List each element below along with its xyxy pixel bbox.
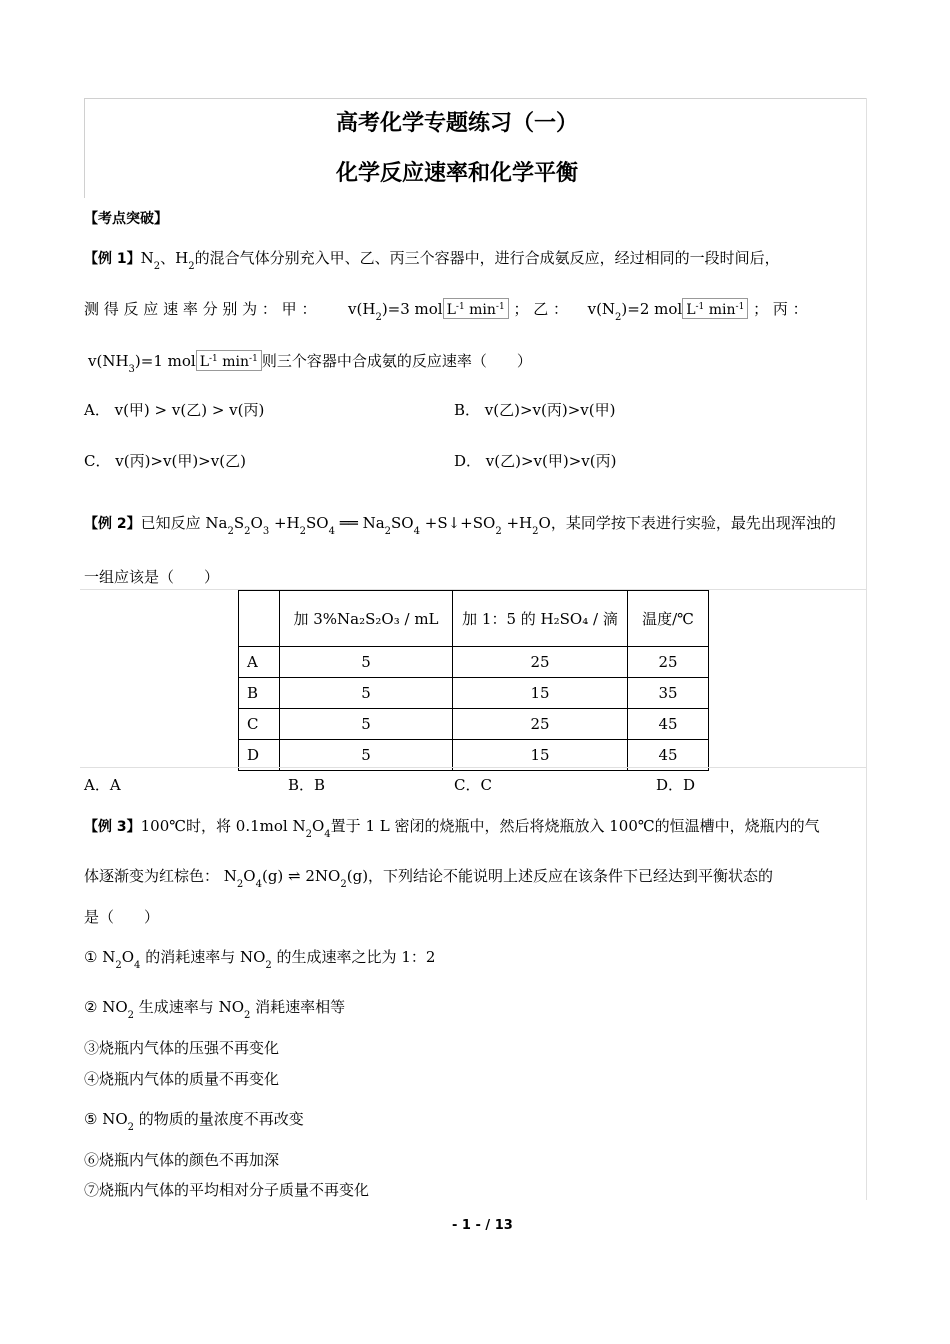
table-cell: 5: [280, 647, 453, 678]
q3-line-1: 【例 3】100℃时，将 0.1mol $N_2O_4$置于 1 L 密闭的烧瓶中，然后将烧瓶放入 100℃的恒温槽中，烧瓶内的气: [84, 817, 820, 840]
document-subtitle: 化学反应速率和化学平衡: [336, 161, 579, 186]
q2-line-2: 一组应该是（ ）: [84, 568, 220, 586]
table-header-row: [239, 591, 709, 647]
page-number: - 1 - / 13: [452, 1218, 513, 1233]
table-row: [239, 740, 709, 771]
divider: [80, 767, 867, 768]
table-cell: 5: [280, 740, 453, 771]
q3-line-3: 是（ ）: [84, 908, 160, 926]
q3-item-6: ⑥烧瓶内气体的颜色不再加深: [84, 1151, 280, 1169]
q3-item-1: ① $N_2O_4$ 的消耗速率与 $NO_2$ 的生成速率之比为 1：2: [84, 948, 436, 971]
q1-label: 【例 1】: [84, 251, 141, 267]
header-cell: 温度/℃: [628, 591, 709, 647]
page-frame-left: [84, 98, 85, 198]
table-row: [239, 678, 709, 709]
q2-option-a: A．A: [84, 776, 121, 794]
table-cell: 15: [453, 678, 628, 709]
table-cell: 45: [628, 740, 709, 771]
q3-item-5: ⑤ $NO_2$ 的物质的量浓度不再改变: [84, 1110, 304, 1133]
table-cell: 35: [628, 678, 709, 709]
q1-line-3: $v(NH_3)=1$ mol $L^{-1}$ $\min^{-1}$ 则三个容器中合成氨的反应速率（ ）: [88, 352, 532, 375]
unit-box: $L^{-1}$ $\min^{-1}$: [682, 298, 748, 319]
unit-box: $L^{-1}$ $\min^{-1}$: [443, 298, 509, 319]
q1-line-2: 测 得 反 应 速 率 分 别 为 ： 甲 ： $v(H_2)=3$ mol $L^{-1}$ $\min^{-1}$ ； 乙 ： $v(N_2)=2$ mol $L^{-1}$ $\min^{-1}$ ； 丙 ：: [84, 300, 808, 323]
q3-label: 【例 3】: [84, 819, 141, 835]
table-cell: 45: [628, 709, 709, 740]
table-cell: C: [239, 709, 280, 740]
q3-line-2: 体逐渐变为红棕色： $N_2O_4(g)$ ⇌ $2NO_2(g)$，下列结论不能说明上述反应在该条件下已经达到平衡状态的: [84, 867, 774, 890]
table-cell: 5: [280, 709, 453, 740]
section-heading: 【考点突破】: [84, 211, 168, 227]
q3-item-2: ② $NO_2$ 生成速率与 $NO_2$ 消耗速率相等: [84, 998, 346, 1021]
unit-box: $L^{-1}$ $\min^{-1}$: [196, 350, 262, 371]
q2-option-c: C．C: [454, 776, 492, 794]
q1-option-c: C． v(丙)>v(甲)>v(乙): [84, 452, 246, 470]
header-cell: 加 1：5 的 H₂SO₄ / 滴: [453, 591, 628, 647]
header-cell: 加 3%Na₂S₂O₃ / mL: [280, 591, 453, 647]
q3-item-3: ③烧瓶内气体的压强不再变化: [84, 1039, 280, 1057]
experiment-table: [238, 590, 709, 771]
q2-line-1: 【例 2】已知反应 $Na_2S_2O_3 +H_2SO_4$ ══ $Na_2SO_4$ $+S↓+SO_2 +H_2O$，某同学按下表进行实验，最先出现浑浊的: [84, 514, 836, 537]
header-cell: [239, 591, 280, 647]
table-row: [239, 709, 709, 740]
table-cell: 25: [628, 647, 709, 678]
q2-option-b: B．B: [288, 776, 326, 794]
table-row: [239, 647, 709, 678]
q1-line-1: 【例 1】$N_2$、$H_2$的混合气体分别充入甲、乙、丙三个容器中，进行合成氨反应，经过相同的一段时间后，: [84, 249, 780, 272]
page-frame-right: [866, 98, 867, 1200]
page-frame-top: [84, 98, 867, 99]
q1-option-b: B． v(乙)>v(丙)>v(甲): [454, 401, 616, 419]
q2-option-d: D．D: [656, 776, 696, 794]
q3-item-7: ⑦烧瓶内气体的平均相对分子质量不再变化: [84, 1181, 370, 1199]
table-cell: 5: [280, 678, 453, 709]
q2-label: 【例 2】: [84, 516, 141, 532]
q1-option-d: D． v(乙)>v(甲)>v(丙): [454, 452, 617, 470]
document-title: 高考化学专题练习（一）: [336, 111, 579, 136]
q1-option-a: A． v(甲) > v(乙) > v(丙): [84, 401, 265, 419]
table-cell: 15: [453, 740, 628, 771]
table-cell: B: [239, 678, 280, 709]
q3-item-4: ④烧瓶内气体的质量不再变化: [84, 1070, 280, 1088]
table-cell: 25: [453, 709, 628, 740]
table-cell: A: [239, 647, 280, 678]
table-cell: D: [239, 740, 280, 771]
table-cell: 25: [453, 647, 628, 678]
